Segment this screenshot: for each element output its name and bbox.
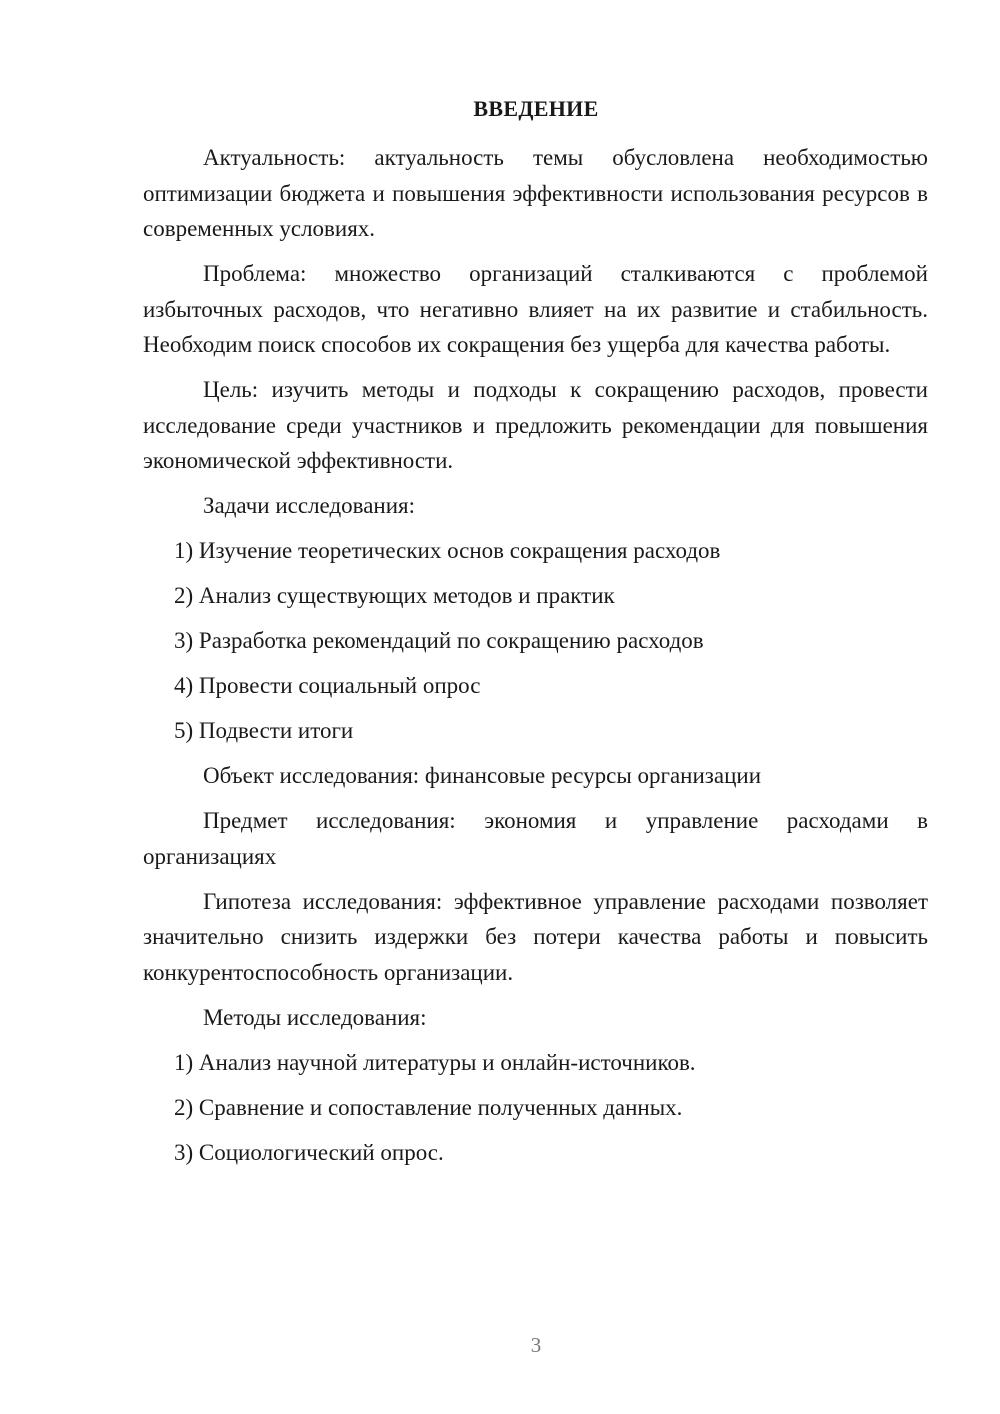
goal-paragraph: Цель: изучить методы и подходы к сокращению расходов, провести исследование среди участников и предложить рекомендации для повышения экономической эффективности. xyxy=(143,377,928,473)
section-title: ВВЕДЕНИЕ xyxy=(473,96,599,121)
document-body xyxy=(143,140,928,1180)
page-number: 3 xyxy=(530,1333,542,1357)
relevance-paragraph: Актуальность: актуальность темы обусловлена необходимостью оптимизации бюджета и повышения эффективности использования ресурсов в современных условиях. xyxy=(143,145,928,241)
task-item-4: 4) Провести социальный опрос xyxy=(174,673,481,698)
task-item-3: 3) Разработка рекомендаций по сокращению расходов xyxy=(174,628,704,653)
methods-heading: Методы исследования: xyxy=(203,1004,427,1030)
problem-paragraph: Проблема: множество организаций сталкиваются с проблемой избыточных расходов, что негативно влияет на их развитие и стабильность. Необходим поиск способов их сокращения без ущерба для качества работы. xyxy=(143,261,928,357)
subject-paragraph: Предмет исследования: экономия и управление расходами в организациях xyxy=(143,808,928,869)
method-item-1: 1) Анализ научной литературы и онлайн-источников. xyxy=(174,1049,696,1075)
tasks-heading: Задачи исследования: xyxy=(203,493,416,518)
object-paragraph: Объект исследования: финансовые ресурсы организации xyxy=(203,763,762,788)
hypothesis-paragraph: Гипотеза исследования: эффективное управление расходами позволяет значительно снизить издержки без потери качества работы и повысить конкурентоспособность организации. xyxy=(143,888,928,985)
method-item-3: 3) Социологический опрос. xyxy=(174,1139,444,1165)
task-item-5: 5) Подвести итоги xyxy=(174,718,354,743)
method-item-2: 2) Сравнение и сопоставление полученных данных. xyxy=(174,1094,683,1120)
task-item-1: 1) Изучение теоретических основ сокращения расходов xyxy=(174,538,721,563)
task-item-2: 2) Анализ существующих методов и практик xyxy=(174,583,615,608)
